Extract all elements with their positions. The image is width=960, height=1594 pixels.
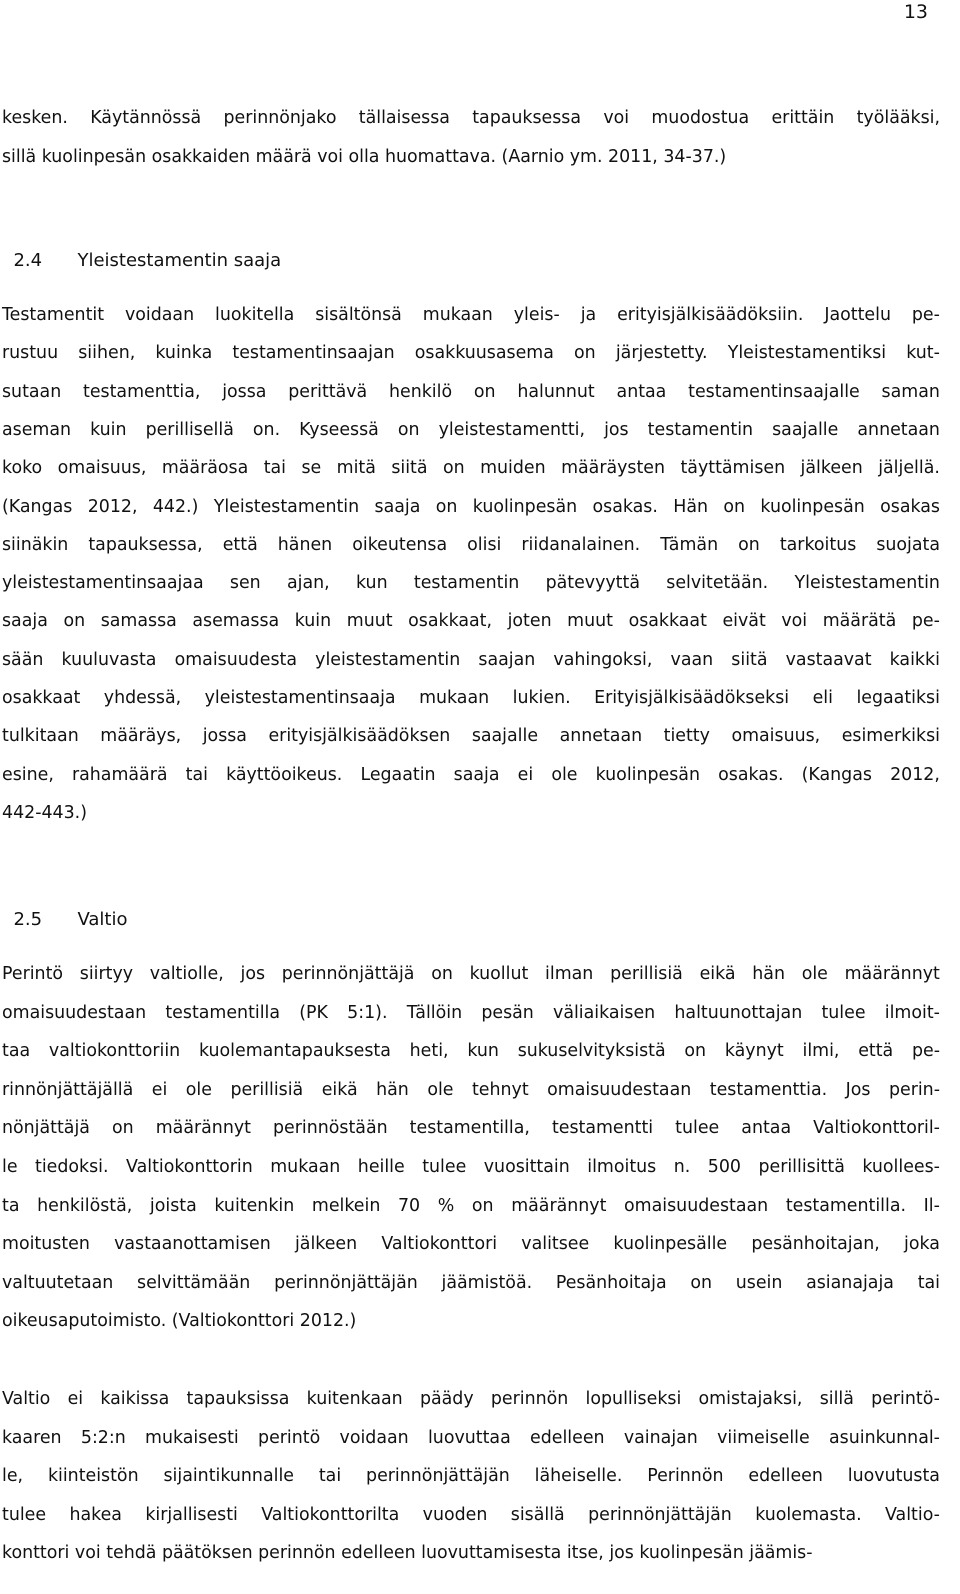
text-line: yleistestamentinsaajaa sen ajan, kun testamentin pätevyyttä selvitetään. Yleistestamentin bbox=[2, 573, 940, 594]
text-line: konttori voi tehdä päätöksen perinnön edelleen luovuttamisesta itse, jos kuolinpesän jäämis- bbox=[2, 1543, 813, 1564]
text-line: rustuu siihen, kuinka testamentinsaajan osakkuusasema on järjestetty. Yleistestamentiksi kut- bbox=[2, 343, 940, 364]
text-line: moitusten vastaanottamisen jälkeen Valtiokonttori valitsee kuolinpesälle pesänhoitajan, joka bbox=[2, 1234, 940, 1255]
text-line: Testamentit voidaan luokitella sisältönsä mukaan yleis- ja erityisjälkisäädöksiin. Jaottelu pe- bbox=[2, 305, 940, 325]
text-line: le tiedoksi. Valtiokonttorin mukaan heille tulee vuosittain ilmoitus n. 500 perillisittä kuollees- bbox=[2, 1157, 940, 1177]
text-line: sään kuuluvasta omaisuudesta yleistestamentin saajan vahingoksi, vaan siitä vastaavat kaikki bbox=[2, 649, 940, 670]
text-line: sillä kuolinpesän osakkaiden määrä voi olla huomattava. (Aarnio ym. 2011, 34-37.) bbox=[2, 146, 727, 167]
text-line: saaja on samassa asemassa kuin muut osakkaat, joten muut osakkaat eivät voi määrätä pe- bbox=[2, 611, 940, 632]
text-line: siinäkin tapauksessa, että hänen oikeutensa olisi riidanalainen. Tämän on tarkoitus suojata bbox=[2, 534, 940, 555]
text-line: kesken. Käytännössä perinnönjako tällaisessa tapauksessa voi muodostua erittäin työlääksi, bbox=[2, 108, 940, 128]
text-line: kaaren 5:2:n mukaisesti perintö voidaan luovuttaa edelleen vainajan viimeiselle asuinkunnal- bbox=[2, 1427, 940, 1448]
text-line: oikeusaputoimisto. (Valtiokonttori 2012.) bbox=[2, 1311, 357, 1332]
text-line: (Kangas 2012, 442.) Yleistestamentin saaja on kuolinpesän osakas. Hän on kuolinpesän osakas bbox=[2, 496, 940, 517]
text-line: ta henkilöstä, joista kuitenkin melkein 70 % on määrännyt omaisuudestaan testamentilla. Il- bbox=[2, 1195, 940, 1216]
section-heading-2-4 bbox=[2, 225, 281, 273]
section-heading-2-5 bbox=[2, 884, 127, 932]
section-number: 2.5 bbox=[13, 909, 43, 930]
text-line: Perintö siirtyy valtiolle, jos perinnönjättäjä on kuollut ilman perillisiä eikä hän ole määrännyt bbox=[2, 964, 940, 984]
text-line: rinnönjättäjällä ei ole perillisiä eikä hän ole tehnyt omaisuudestaan testamenttia. Jos perin- bbox=[2, 1079, 940, 1100]
text-line: esine, rahamäärä tai käyttöoikeus. Legaatin saaja ei ole kuolinpesän osakas. (Kangas 2012, bbox=[2, 764, 940, 785]
text-line: omaisuudestaan testamentilla (PK 5:1). Tällöin pesän väliaikaisen haltuunottajan tulee ilmoit- bbox=[2, 1002, 940, 1023]
text-line: taa valtiokonttoriin kuolemantapauksesta heti, kun sukuselvityksistä on käynyt ilmi, että pe- bbox=[2, 1041, 940, 1062]
text-line: nönjättäjä on määrännyt perinnöstään testamentilla, testamentti tulee antaa Valtiokonttoril- bbox=[2, 1118, 940, 1139]
section-title: Valtio bbox=[77, 909, 128, 930]
text-line: le, kiinteistön sijaintikunnalle tai perinnönjättäjän läheiselle. Perinnön edelleen luovutusta bbox=[2, 1466, 940, 1487]
text-line: valtuutetaan selvittämään perinnönjättäjän jäämistöä. Pesänhoitaja on usein asianajaja tai bbox=[2, 1272, 940, 1293]
section-number: 2.4 bbox=[13, 250, 43, 271]
text-line: koko omaisuus, määräosa tai se mitä siitä on muiden määräysten täyttämisen jälkeen jäljellä. bbox=[2, 458, 940, 479]
text-line: 442-443.) bbox=[2, 802, 87, 823]
page-number: 13 bbox=[903, 1, 928, 23]
text-line: Valtio ei kaikissa tapauksissa kuitenkaan päädy perinnön lopulliseksi omistajaksi, sillä perintö- bbox=[2, 1389, 940, 1409]
text-line: aseman kuin perillisellä on. Kyseessä on yleistestamentti, jos testamentin saajalle annetaan bbox=[2, 419, 940, 440]
text-line: tulkitaan määräys, jossa erityisjälkisäädöksen saajalle annetaan tietty omaisuus, esimerkiksi bbox=[2, 726, 940, 747]
text-line: osakkaat yhdessä, yleistestamentinsaaja mukaan lukien. Erityisjälkisäädökseksi eli legaatiksi bbox=[2, 688, 940, 708]
section-title: Yleistestamentin saaja bbox=[77, 250, 282, 271]
text-line: tulee hakea kirjallisesti Valtiokonttorilta vuoden sisällä perinnönjättäjän kuolemasta. Valtio- bbox=[2, 1504, 940, 1525]
text-line: sutaan testamenttia, jossa perittävä henkilö on halunnut antaa testamentinsaajalle saman bbox=[2, 381, 940, 402]
